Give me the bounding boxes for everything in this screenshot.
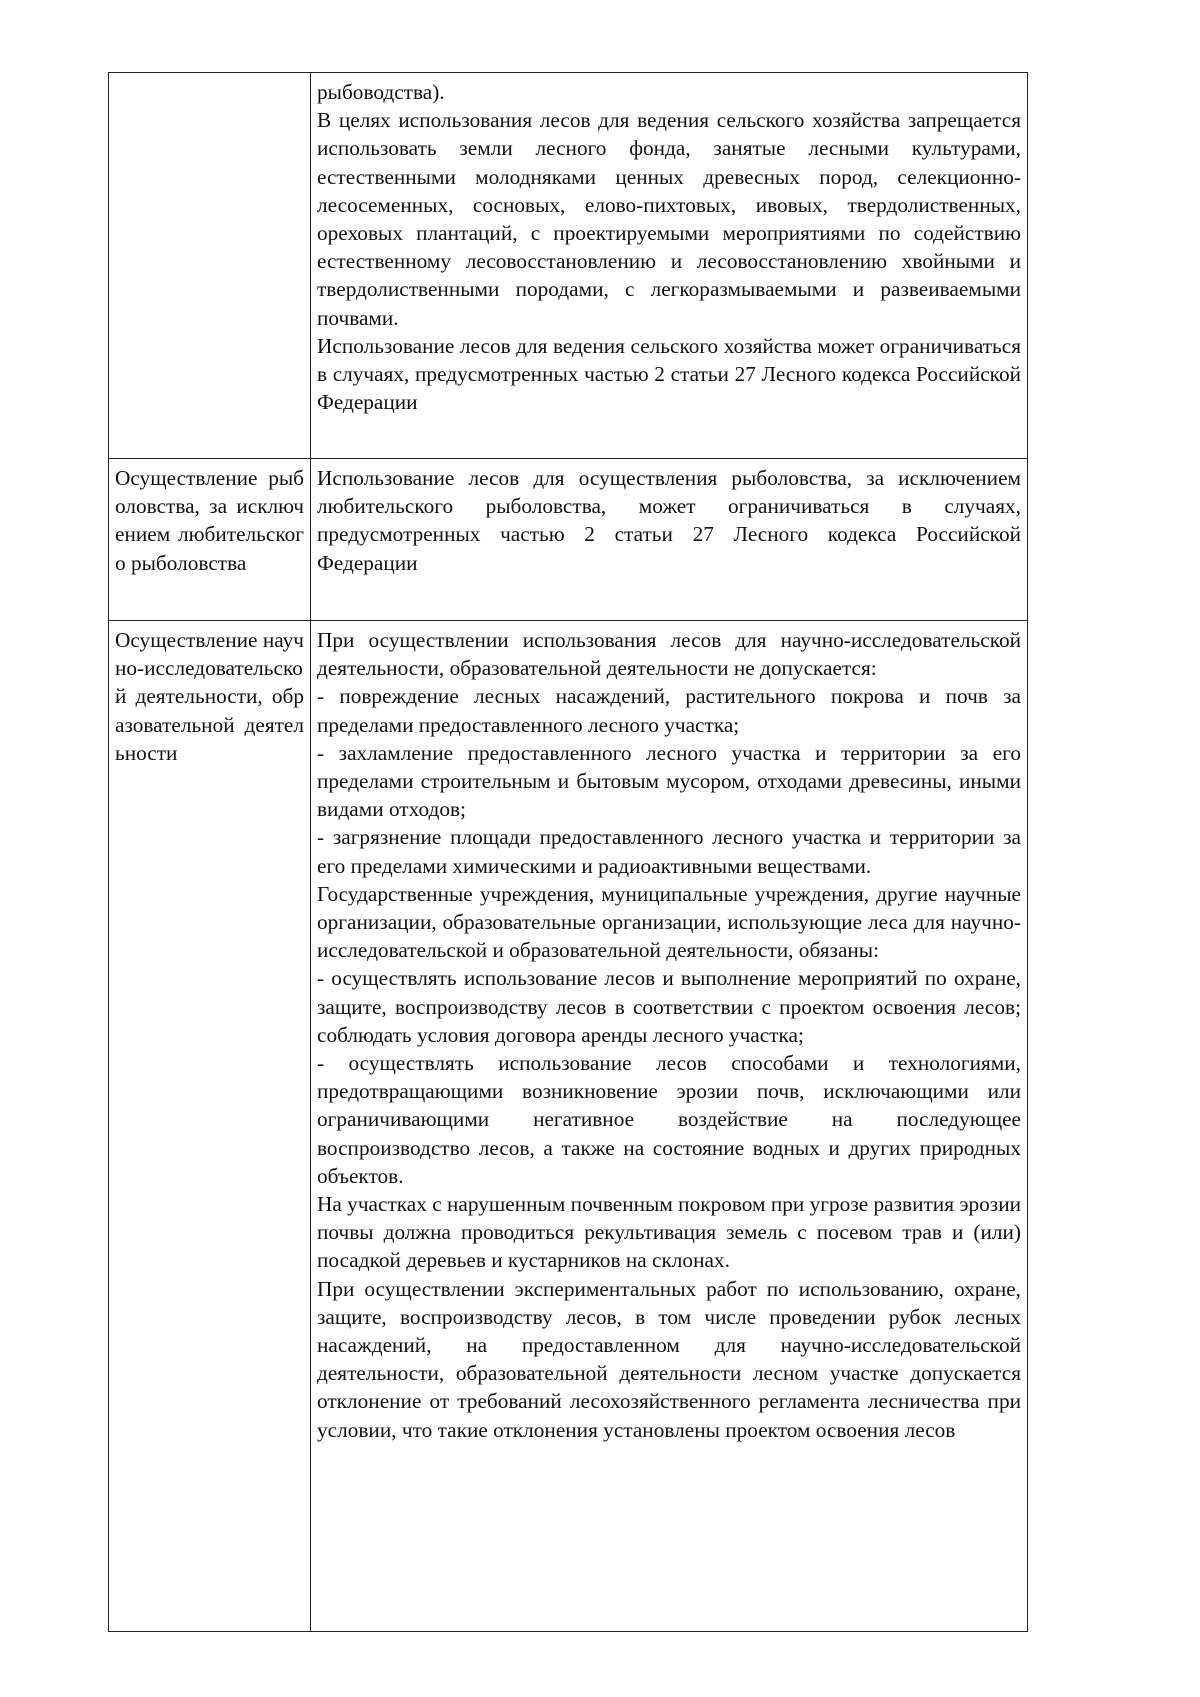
- forest-use-table: [108, 72, 1028, 1632]
- paragraph: Использование лесов для осуществления рыболовства, за исключением любительского рыболовства, может ограничиваться в случаях, предусмотренных частью 2 статьи 27 Лесного кодекса Российской Федерации: [317, 466, 1021, 575]
- activity-cell: [109, 621, 311, 1632]
- paragraph: - захламление предоставленного лесного участка и территории за его пределами строительным и бытовым мусором, отходами древесины, иными видами отходов;: [317, 740, 1021, 822]
- paragraph: Государственные учреждения, муниципальные учреждения, другие научные организации, образовательные организации, использующие леса для научно-исследовательской и образовательной деятельности, обязаны:: [317, 881, 1021, 963]
- table-row: [109, 621, 1028, 1632]
- activity-cell: [109, 459, 311, 621]
- paragraph: - осуществлять использование лесов и выполнение мероприятий по охране, защите, воспроизводству лесов в соответствии с проектом освоения лесов; соблюдать условия договора аренды лесного участка;: [317, 966, 1021, 1047]
- paragraph: рыбоводства).: [317, 80, 445, 104]
- paragraph: На участках с нарушенным почвенным покровом при угрозе развития эрозии почвы должна проводиться рекультивация земель с посевом трав и (или) посадкой деревьев и кустарников на склонах.: [317, 1192, 1021, 1273]
- table-row: [109, 459, 1028, 621]
- paragraph: - повреждение лесных насаждений, растительного покрова и почв за пределами предоставленного лесного участка;: [317, 684, 1021, 737]
- activity-label: Осуществление рыболовства, за исключением любительского рыболовства: [115, 466, 304, 575]
- paragraph: В целях использования лесов для ведения сельского хозяйства запрещается использовать земли лесного фонда, занятые лесными культурами, естественными молодняками ценных древесных пород, селекционно-лесосеменных, сосновых, елово-пихтовых, ивовых, твердолиственных, ореховых плантаций, с проектируемыми мероприятиями по содействию естественному лесовосстановлению и лесовосстановлению хвойными и твердолиственными породами, с легкоразмываемыми и развеиваемыми почвами.: [317, 108, 1021, 330]
- table-row: [109, 73, 1028, 459]
- paragraph: При осуществлении использования лесов для научно-исследовательской деятельности, образовательной деятельности не допускается:: [317, 628, 1021, 681]
- requirements-cell: [311, 621, 1028, 1632]
- requirements-cell: [311, 73, 1028, 459]
- requirements-cell: [311, 459, 1028, 621]
- paragraph: При осуществлении экспериментальных работ по использованию, охране, защите, воспроизводству лесов, в том числе проведении рубок лесных насаждений, на предоставленном для научно-исследовательской деятельности, образовательной деятельности лесном участке допускается отклонение от требований лесохозяйственного регламента лесничества при условии, что такие отклонения установлены проектом освоения лесов: [317, 1276, 1021, 1442]
- paragraph: Использование лесов для ведения сельского хозяйства может ограничиваться в случаях, предусмотренных частью 2 статьи 27 Лесного кодекса Российской Федерации: [317, 333, 1021, 415]
- paragraph: - осуществлять использование лесов способами и технологиями, предотвращающими возникновение эрозии почв, исключающими или ограничивающими негативное воздействие на последующее воспроизводство лесов, а также на состояние водных и других природных объектов.: [317, 1051, 1021, 1188]
- paragraph: - загрязнение площади предоставленного лесного участка и территории за его пределами химическими и радиоактивными веществами.: [317, 825, 1021, 878]
- activity-cell: [109, 73, 311, 459]
- activity-label: Осуществление научно-исследовательской деятельности, образовательной деятельности: [115, 628, 304, 765]
